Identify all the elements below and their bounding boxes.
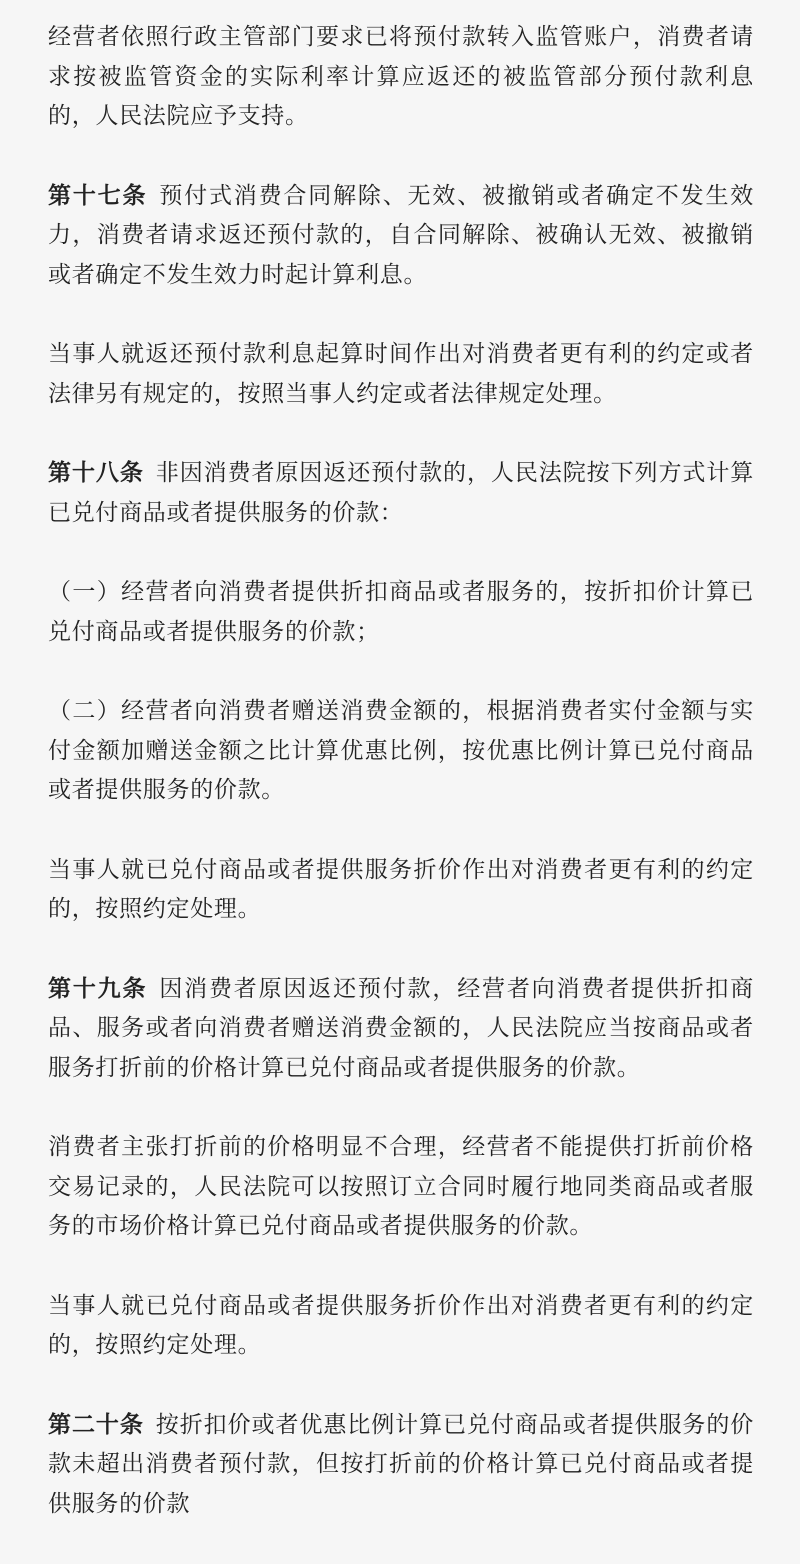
- paragraph-text: 当事人就已兑付商品或者提供服务折价作出对消费者更有利的约定的，按照约定处理。: [48, 856, 754, 922]
- regulation-article: [48, 18, 754, 1564]
- paragraph: [48, 851, 754, 930]
- article-number: 第十八条: [48, 460, 144, 486]
- paragraph: [48, 1128, 754, 1247]
- paragraph: [48, 335, 754, 414]
- paragraph-text: 经营者依照行政主管部门要求已将预付款转入监管账户，消费者请求按被监管资金的实际利率计算应返还的被监管部分预付款利息的，人民法院应予支持。: [48, 24, 754, 129]
- paragraph-text: （一）经营者向消费者提供折扣商品或者服务的，按折扣价计算已兑付商品或者提供服务的价款；: [48, 579, 754, 645]
- paragraph-text: 因消费者原因返还预付款，经营者向消费者提供折扣商品、服务或者向消费者赠送消费金额的，人民法院应当按商品或者服务打折前的价格计算已兑付商品或者提供服务的价款。: [48, 975, 754, 1081]
- article-number: 第十七条: [48, 182, 148, 209]
- article-18-paragraph: [48, 454, 754, 533]
- paragraph-text: 预付式消费合同解除、无效、被撤销或者确定不发生效力，消费者请求返还预付款的，自合同解除、被确认无效、被撤销或者确定不发生效力时起计算利息。: [48, 182, 754, 288]
- list-item-2: [48, 692, 754, 811]
- article-number: 第十九条: [48, 975, 148, 1002]
- article-20-paragraph: [48, 1406, 754, 1525]
- article-number: 第二十条: [48, 1411, 144, 1438]
- paragraph: [48, 1287, 754, 1366]
- paragraph-text: （二）经营者向消费者赠送消费金额的，根据消费者实付金额与实付金额加赠送金额之比计算优惠比例，按优惠比例计算已兑付商品或者提供服务的价款。: [48, 698, 754, 803]
- article-19-paragraph: [48, 970, 754, 1089]
- paragraph-text: 消费者主张打折前的价格明显不合理，经营者不能提供打折前价格交易记录的，人民法院可以按照订立合同时履行地同类商品或者服务的市场价格计算已兑付商品或者提供服务的价款。: [48, 1134, 754, 1239]
- paragraph-text: 当事人就返还预付款利息起算时间作出对消费者更有利的约定或者法律另有规定的，按照当事人约定或者法律规定处理。: [48, 341, 754, 407]
- article-17-paragraph: [48, 177, 754, 296]
- paragraph-text: 当事人就已兑付商品或者提供服务折价作出对消费者更有利的约定的，按照约定处理。: [48, 1292, 754, 1358]
- list-item-1: [48, 573, 754, 652]
- paragraph-text: 按折扣价或者优惠比例计算已兑付商品或者提供服务的价款未超出消费者预付款，但按打折前的价格计算已兑付商品或者提供服务的价款: [48, 1411, 754, 1517]
- paragraph-text: 非因消费者原因返还预付款的，人民法院按下列方式计算已兑付商品或者提供服务的价款：: [48, 460, 754, 526]
- paragraph: [48, 18, 754, 137]
